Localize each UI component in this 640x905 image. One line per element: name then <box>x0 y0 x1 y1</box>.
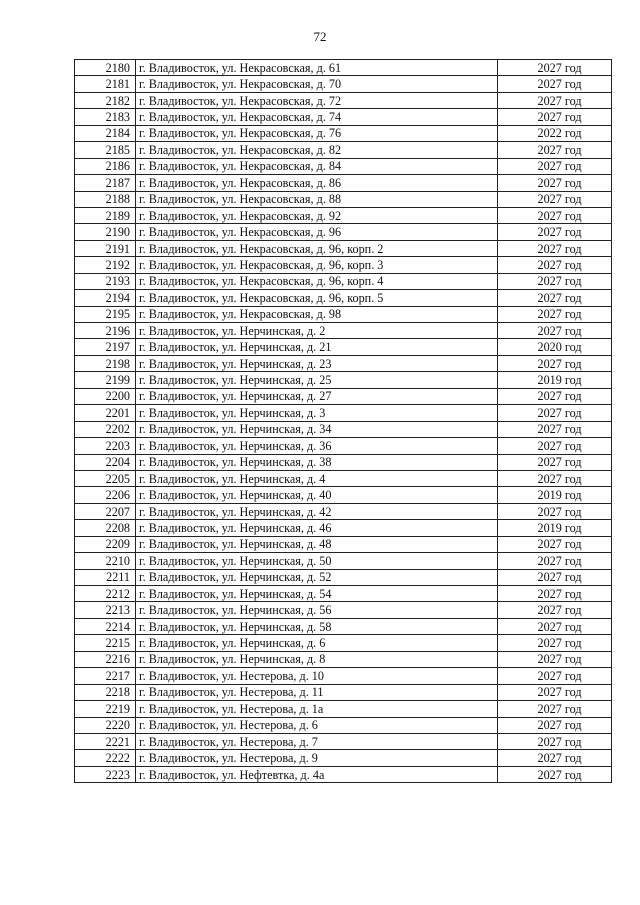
table-row <box>75 618 612 634</box>
address-cell: г. Владивосток, ул. Нестерова, д. 10 <box>136 668 498 684</box>
address-cell: г. Владивосток, ул. Нерчинская, д. 8 <box>136 651 498 667</box>
address-cell: г. Владивосток, ул. Нестерова, д. 11 <box>136 684 498 700</box>
row-number-cell: 2213 <box>75 602 136 618</box>
year-cell: 2027 год <box>498 306 612 322</box>
address-cell: г. Владивосток, ул. Нерчинская, д. 27 <box>136 388 498 404</box>
row-number-cell: 2214 <box>75 618 136 634</box>
year-cell: 2022 год <box>498 125 612 141</box>
address-cell: г. Владивосток, ул. Нестерова, д. 6 <box>136 717 498 733</box>
row-number-cell: 2182 <box>75 92 136 108</box>
address-cell: г. Владивосток, ул. Нерчинская, д. 56 <box>136 602 498 618</box>
year-cell: 2027 год <box>498 207 612 223</box>
year-cell: 2027 год <box>498 503 612 519</box>
address-cell: г. Владивосток, ул. Нерчинская, д. 52 <box>136 569 498 585</box>
row-number-cell: 2191 <box>75 240 136 256</box>
table-row <box>75 470 612 486</box>
year-cell: 2027 год <box>498 92 612 108</box>
address-cell: г. Владивосток, ул. Нестерова, д. 7 <box>136 733 498 749</box>
row-number-cell: 2197 <box>75 339 136 355</box>
year-cell: 2027 год <box>498 438 612 454</box>
table-row <box>75 372 612 388</box>
table-row <box>75 175 612 191</box>
year-cell: 2019 год <box>498 520 612 536</box>
address-cell: г. Владивосток, ул. Некрасовская, д. 88 <box>136 191 498 207</box>
year-cell: 2019 год <box>498 487 612 503</box>
address-cell: г. Владивосток, ул. Некрасовская, д. 92 <box>136 207 498 223</box>
year-cell: 2027 год <box>498 569 612 585</box>
row-number-cell: 2186 <box>75 158 136 174</box>
year-cell: 2027 год <box>498 717 612 733</box>
year-cell: 2027 год <box>498 536 612 552</box>
row-number-cell: 2189 <box>75 207 136 223</box>
table-row <box>75 651 612 667</box>
row-number-cell: 2180 <box>75 60 136 76</box>
table-row <box>75 306 612 322</box>
table-row <box>75 684 612 700</box>
address-cell: г. Владивосток, ул. Нерчинская, д. 42 <box>136 503 498 519</box>
address-cell: г. Владивосток, ул. Нерчинская, д. 21 <box>136 339 498 355</box>
row-number-cell: 2198 <box>75 355 136 371</box>
row-number-cell: 2206 <box>75 487 136 503</box>
year-cell: 2027 год <box>498 224 612 240</box>
year-cell: 2019 год <box>498 372 612 388</box>
table-row <box>75 503 612 519</box>
table-row <box>75 487 612 503</box>
registry-table-body <box>75 60 612 783</box>
address-cell: г. Владивосток, ул. Нерчинская, д. 50 <box>136 553 498 569</box>
year-cell: 2027 год <box>498 240 612 256</box>
address-cell: г. Владивосток, ул. Некрасовская, д. 96, корп. 3 <box>136 257 498 273</box>
year-cell: 2027 год <box>498 142 612 158</box>
table-row <box>75 421 612 437</box>
year-cell: 2027 год <box>498 273 612 289</box>
row-number-cell: 2200 <box>75 388 136 404</box>
year-cell: 2027 год <box>498 766 612 782</box>
page-number: 72 <box>313 29 327 44</box>
row-number-cell: 2210 <box>75 553 136 569</box>
table-row <box>75 224 612 240</box>
year-cell: 2027 год <box>498 470 612 486</box>
address-cell: г. Владивосток, ул. Нерчинская, д. 46 <box>136 520 498 536</box>
row-number-cell: 2196 <box>75 323 136 339</box>
table-row <box>75 191 612 207</box>
table-row <box>75 586 612 602</box>
address-cell: г. Владивосток, ул. Нерчинская, д. 36 <box>136 438 498 454</box>
row-number-cell: 2205 <box>75 470 136 486</box>
row-number-cell: 2215 <box>75 635 136 651</box>
row-number-cell: 2190 <box>75 224 136 240</box>
table-row <box>75 207 612 223</box>
address-cell: г. Владивосток, ул. Некрасовская, д. 70 <box>136 76 498 92</box>
row-number-cell: 2199 <box>75 372 136 388</box>
row-number-cell: 2183 <box>75 109 136 125</box>
year-cell: 2027 год <box>498 388 612 404</box>
row-number-cell: 2222 <box>75 750 136 766</box>
address-cell: г. Владивосток, ул. Некрасовская, д. 96, корп. 2 <box>136 240 498 256</box>
table-row <box>75 717 612 733</box>
year-cell: 2027 год <box>498 76 612 92</box>
row-number-cell: 2201 <box>75 405 136 421</box>
table-row <box>75 60 612 76</box>
year-cell: 2027 год <box>498 651 612 667</box>
address-cell: г. Владивосток, ул. Нерчинская, д. 4 <box>136 470 498 486</box>
address-cell: г. Владивосток, ул. Нерчинская, д. 23 <box>136 355 498 371</box>
table-row <box>75 125 612 141</box>
address-cell: г. Владивосток, ул. Нерчинская, д. 48 <box>136 536 498 552</box>
row-number-cell: 2202 <box>75 421 136 437</box>
address-cell: г. Владивосток, ул. Некрасовская, д. 96 <box>136 224 498 240</box>
table-row <box>75 520 612 536</box>
year-cell: 2027 год <box>498 602 612 618</box>
row-number-cell: 2184 <box>75 125 136 141</box>
table-row <box>75 668 612 684</box>
table-row <box>75 240 612 256</box>
table-row <box>75 323 612 339</box>
year-cell: 2027 год <box>498 684 612 700</box>
row-number-cell: 2203 <box>75 438 136 454</box>
address-cell: г. Владивосток, ул. Некрасовская, д. 86 <box>136 175 498 191</box>
table-row <box>75 257 612 273</box>
year-cell: 2027 год <box>498 405 612 421</box>
table-row <box>75 635 612 651</box>
row-number-cell: 2216 <box>75 651 136 667</box>
table-row <box>75 158 612 174</box>
year-cell: 2027 год <box>498 586 612 602</box>
address-cell: г. Владивосток, ул. Нерчинская, д. 3 <box>136 405 498 421</box>
row-number-cell: 2212 <box>75 586 136 602</box>
address-cell: г. Владивосток, ул. Некрасовская, д. 96, корп. 4 <box>136 273 498 289</box>
table-row <box>75 273 612 289</box>
address-cell: г. Владивосток, ул. Нерчинская, д. 54 <box>136 586 498 602</box>
address-cell: г. Владивосток, ул. Нерчинская, д. 58 <box>136 618 498 634</box>
registry-table <box>74 59 612 783</box>
row-number-cell: 2219 <box>75 701 136 717</box>
table-row <box>75 142 612 158</box>
address-cell: г. Владивосток, ул. Нерчинская, д. 2 <box>136 323 498 339</box>
year-cell: 2027 год <box>498 454 612 470</box>
row-number-cell: 2209 <box>75 536 136 552</box>
year-cell: 2027 год <box>498 750 612 766</box>
table-row <box>75 536 612 552</box>
table-row <box>75 438 612 454</box>
address-cell: г. Владивосток, ул. Некрасовская, д. 61 <box>136 60 498 76</box>
row-number-cell: 2192 <box>75 257 136 273</box>
row-number-cell: 2220 <box>75 717 136 733</box>
table-row <box>75 76 612 92</box>
year-cell: 2027 год <box>498 618 612 634</box>
year-cell: 2027 год <box>498 109 612 125</box>
address-cell: г. Владивосток, ул. Некрасовская, д. 72 <box>136 92 498 108</box>
address-cell: г. Владивосток, ул. Нерчинская, д. 34 <box>136 421 498 437</box>
table-row <box>75 733 612 749</box>
address-cell: г. Владивосток, ул. Нерчинская, д. 25 <box>136 372 498 388</box>
table-row <box>75 602 612 618</box>
address-cell: г. Владивосток, ул. Нерчинская, д. 6 <box>136 635 498 651</box>
address-cell: г. Владивосток, ул. Нефтевтка, д. 4а <box>136 766 498 782</box>
row-number-cell: 2223 <box>75 766 136 782</box>
row-number-cell: 2181 <box>75 76 136 92</box>
table-row <box>75 339 612 355</box>
table-row <box>75 355 612 371</box>
row-number-cell: 2221 <box>75 733 136 749</box>
address-cell: г. Владивосток, ул. Некрасовская, д. 76 <box>136 125 498 141</box>
address-cell: г. Владивосток, ул. Некрасовская, д. 82 <box>136 142 498 158</box>
address-cell: г. Владивосток, ул. Нерчинская, д. 40 <box>136 487 498 503</box>
year-cell: 2027 год <box>498 158 612 174</box>
row-number-cell: 2207 <box>75 503 136 519</box>
year-cell: 2027 год <box>498 257 612 273</box>
table-row <box>75 569 612 585</box>
year-cell: 2027 год <box>498 191 612 207</box>
year-cell: 2027 год <box>498 175 612 191</box>
row-number-cell: 2187 <box>75 175 136 191</box>
year-cell: 2027 год <box>498 635 612 651</box>
year-cell: 2027 год <box>498 323 612 339</box>
table-row <box>75 92 612 108</box>
row-number-cell: 2195 <box>75 306 136 322</box>
year-cell: 2027 год <box>498 733 612 749</box>
address-cell: г. Владивосток, ул. Некрасовская, д. 96, корп. 5 <box>136 290 498 306</box>
table-row <box>75 701 612 717</box>
table-row <box>75 109 612 125</box>
row-number-cell: 2185 <box>75 142 136 158</box>
row-number-cell: 2208 <box>75 520 136 536</box>
address-cell: г. Владивосток, ул. Некрасовская, д. 98 <box>136 306 498 322</box>
year-cell: 2027 год <box>498 355 612 371</box>
row-number-cell: 2188 <box>75 191 136 207</box>
year-cell: 2027 год <box>498 668 612 684</box>
table-row <box>75 750 612 766</box>
row-number-cell: 2194 <box>75 290 136 306</box>
address-cell: г. Владивосток, ул. Некрасовская, д. 84 <box>136 158 498 174</box>
address-cell: г. Владивосток, ул. Некрасовская, д. 74 <box>136 109 498 125</box>
address-cell: г. Владивосток, ул. Нестерова, д. 9 <box>136 750 498 766</box>
year-cell: 2027 год <box>498 701 612 717</box>
year-cell: 2027 год <box>498 553 612 569</box>
year-cell: 2027 год <box>498 290 612 306</box>
table-row <box>75 454 612 470</box>
address-cell: г. Владивосток, ул. Нерчинская, д. 38 <box>136 454 498 470</box>
row-number-cell: 2211 <box>75 569 136 585</box>
table-row <box>75 766 612 782</box>
table-row <box>75 290 612 306</box>
address-cell: г. Владивосток, ул. Нестерова, д. 1а <box>136 701 498 717</box>
row-number-cell: 2193 <box>75 273 136 289</box>
row-number-cell: 2218 <box>75 684 136 700</box>
year-cell: 2020 год <box>498 339 612 355</box>
year-cell: 2027 год <box>498 421 612 437</box>
row-number-cell: 2204 <box>75 454 136 470</box>
table-row <box>75 388 612 404</box>
table-row <box>75 405 612 421</box>
row-number-cell: 2217 <box>75 668 136 684</box>
table-row <box>75 553 612 569</box>
year-cell: 2027 год <box>498 60 612 76</box>
